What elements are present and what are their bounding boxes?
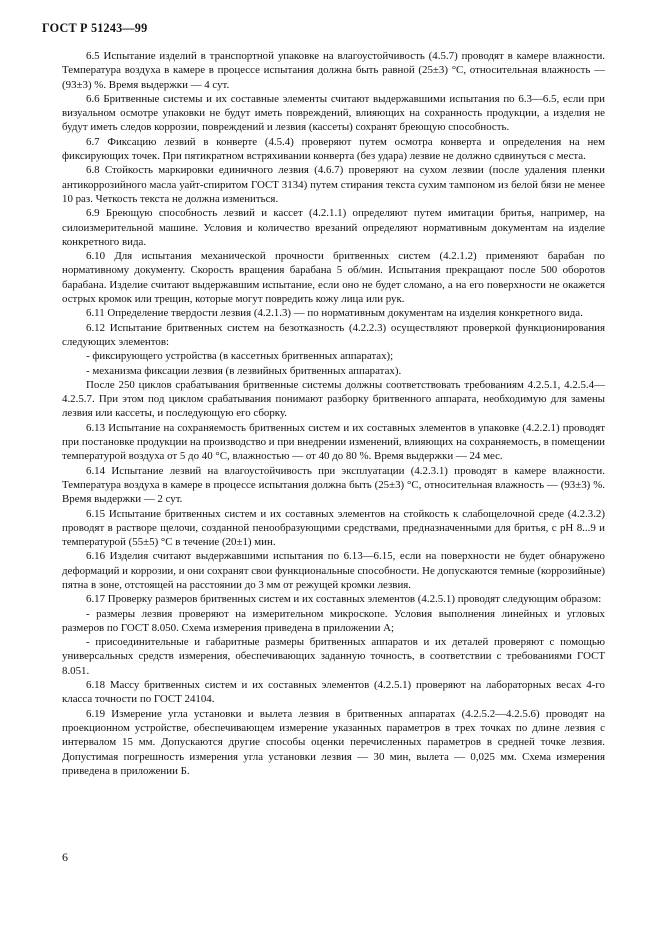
paragraph-6-19: 6.19 Измерение угла установки и вылета лезвия в бритвенных аппаратах (4.2.5.2—4.2.5.6) проводят на проекционном устройстве, обеспечивающем измерение указанных параметров в трех точках по длине лезвия с интервалом 15 мм. Допускаются другие способы оценки перечисленных параметров в средней точке лезвия. Допустимая погрешность измерения угла установки лезвия — 30 мин, вылета — 0,025 мм. Схема измерения приведена в приложении Б.	[62, 707, 605, 777]
paragraph-6-11: 6.11 Определение твердости лезвия (4.2.1.3) — по нормативным документам на изделия конкретного вида.	[86, 307, 583, 320]
paragraph-6-17: 6.17 Проверку размеров бритвенных систем и их составных элементов (4.2.5.1) проводят следующим образом:	[86, 593, 602, 606]
paragraph-6-7: 6.7 Фиксацию лезвий в конверте (4.5.4) проверяют путем осмотра конверта и определения на нем фиксирующих точек. При пятикратном встряхивании конверта (без удара) лезвие не должно сдвинуться с места.	[62, 135, 605, 163]
paragraph-6-14: 6.14 Испытание лезвий на влагоустойчивость при эксплуатации (4.2.3.1) проводят в камере влажности. Температура воздуха в камере в процессе испытания должна быть (25±3) °С, относительная влажность — (93±3) %. Время выдержки — 2 сут.	[62, 464, 605, 506]
paragraph-6-16: 6.16 Изделия считают выдержавшими испытания по 6.13—6.15, если на поверхности не будет обнаружено деформаций и коррозии, и они сохранят свои функциональные способности. Не допускаются темные (коррозийные) пятна в зоне, отстоящей на расстоянии до 3 мм от режущей кромки лезвия.	[62, 550, 605, 591]
paragraph-6-6: 6.6 Бритвенные системы и их составные элементы считают выдержавшими испытания по 6.3—6.5, если при визуальном осмотре упаковки не будут иметь повреждений, влияющих на сохранность продукции, а изделия не будут иметь следов коррозии, повреждений и лезвия (кассеты) сохранят бреющую способность.	[62, 92, 605, 134]
standard-header: ГОСТ Р 51243—99	[42, 21, 148, 35]
page-number: 6	[62, 850, 68, 864]
paragraph-6-18: 6.18 Массу бритвенных систем и их составных элементов (4.2.5.1) проверяют на лабораторных весах 4-го класса точности по ГОСТ 24104.	[62, 679, 605, 706]
list-item: - фиксирующего устройства (в кассетных бритвенных аппаратах);	[86, 350, 394, 363]
paragraph-6-8: 6.8 Стойкость маркировки единичного лезвия (4.6.7) проверяют на сухом лезвии (после удаления пленки антикоррозийного масла уайт-спиритом ГОСТ 3134) путем стирания текста сухим тампоном из белой бязи не менее 10 раз. Четкость текста не должна измениться.	[62, 164, 605, 205]
paragraph-6-9: 6.9 Бреющую способность лезвий и кассет (4.2.1.1) определяют путем имитации бритья, например, на силоизмерительной машине. Условия и количество врезаний определяют нормативным документам на изделие конкретного вида.	[62, 207, 605, 248]
paragraph-6-12: 6.12 Испытание бритвенных систем на безотказность (4.2.2.3) осуществляют проверкой функционирования следующих элементов:	[62, 321, 605, 348]
list-item: - присоединительные и габаритные размеры бритвенных аппаратов и их деталей проверяют с помощью универсальных средств измерения, обеспечивающих заданную точность, в соответствии с требованиями ГОСТ 8.051.	[62, 636, 605, 677]
list-item: - размеры лезвия проверяют на измерительном микроскопе. Условия выполнения линейных и угловых размеров по ГОСТ 8.050. Схема измерения приведена в приложении А;	[62, 607, 605, 634]
paragraph-6-15: 6.15 Испытание бритвенных систем и их составных элементов на стойкость к слабощелочной среде (4.2.3.2) проводят в растворе щелочи, созданной пенообразующими средствами, предназначенными для бритья, с pH 8...9 и температурой (55±5) °С в течение (20±1) мин.	[62, 507, 605, 549]
list-item: - механизма фиксации лезвия (в лезвийных бритвенных аппаратах).	[86, 364, 402, 377]
paragraph-6-13: 6.13 Испытание на сохраняемость бритвенных систем и их составных элементов в упаковке (4.2.2.1) проводят при постановке продукции на производство и при внедрении изменений, влияющих на сохраняемость, в помещении температурой воздуха от 5 до 40 °С, влажностью — от 40 до 80 %. Время выдержки — 24 мес.	[62, 421, 605, 463]
paragraph-6-10: 6.10 Для испытания механической прочности бритвенных систем (4.2.1.2) применяют барабан по нормативному документу. Скорость вращения барабана 5 об/мин. Испытания прекращают после 500 оборотов барабана. Изделие считают выдержавшим испытание, если оно не будет сломано, а на его поверхности не окажется острых кромок или трещин, которые могут повредить кожу лица или рук.	[62, 250, 605, 306]
paragraph-6-12-cycles: После 250 циклов срабатывания бритвенные системы должны соответствовать требованиям 4.2.5.1, 4.2.5.4—4.2.5.7. При этом под циклом срабатывания понимают разборку бритвенного аппарата, необходимую для замены лезвия или кассеты, и последующую его сборку.	[62, 378, 605, 420]
document-body	[62, 49, 605, 778]
paragraph-6-5: 6.5 Испытание изделий в транспортной упаковке на влагоустойчивость (4.5.7) проводят в камере влажности. Температура воздуха в камере в процессе испытания должна быть равной (25±3) °С, относительная влажность — (93±3) %. Время выдержки — 4 сут.	[62, 50, 605, 91]
